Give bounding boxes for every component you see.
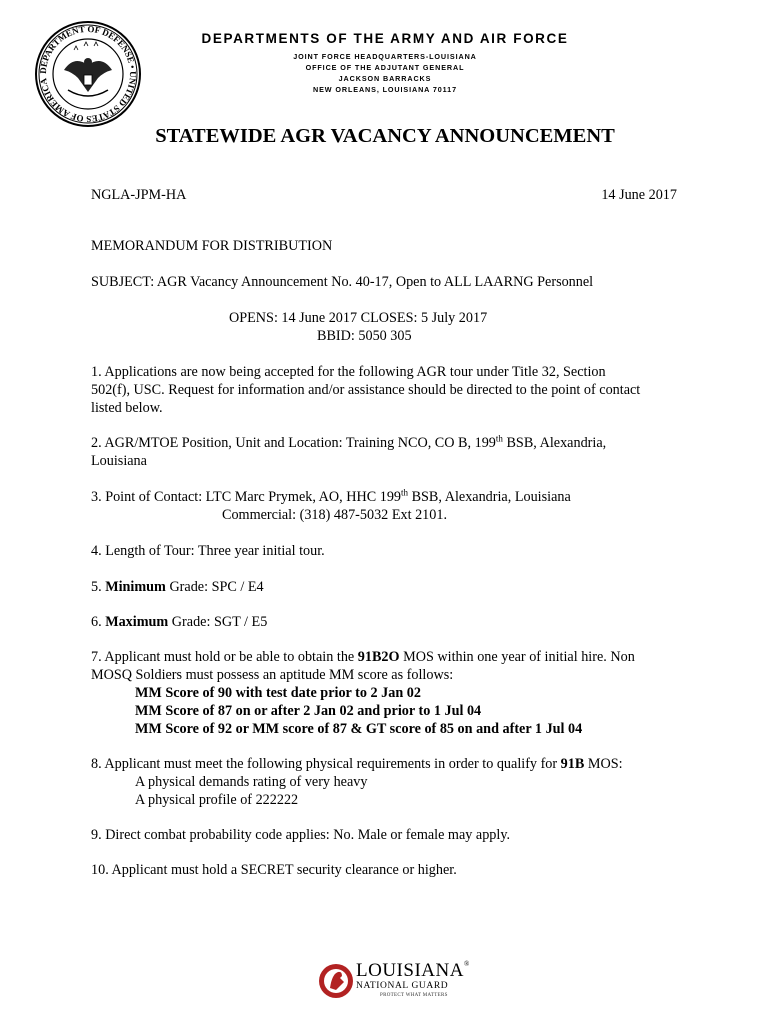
- memo-heading: MEMORANDUM FOR DISTRIBUTION: [91, 238, 333, 254]
- logo-tagline: PROTECT WHAT MATTERS: [380, 993, 448, 998]
- item-2-line-2: Louisiana: [91, 453, 147, 469]
- item-7-line-2: MOSQ Soldiers must possess an aptitude MM score as follows:: [91, 667, 454, 683]
- item-1-line-3: listed below.: [91, 400, 163, 416]
- header-line-1: JOINT FORCE HEADQUARTERS-LOUISIANA: [293, 52, 477, 61]
- item-9: 9. Direct combat probability code applies: No. Male or female may apply.: [91, 827, 511, 843]
- item-8-req-2: A physical profile of 222222: [135, 792, 299, 808]
- page-title: STATEWIDE AGR VACANCY ANNOUNCEMENT: [155, 125, 615, 147]
- bbid: BBID: 5050 305: [317, 328, 412, 344]
- item-8-req-1: A physical demands rating of very heavy: [135, 774, 368, 790]
- office-symbol: NGLA-JPM-HA: [91, 187, 187, 203]
- opens-closes: OPENS: 14 June 2017 CLOSES: 5 July 2017: [229, 310, 488, 326]
- item-7-score-1: MM Score of 90 with test date prior to 2 Jan 02: [135, 685, 421, 701]
- header-line-4: NEW ORLEANS, LOUISIANA 70117: [313, 85, 457, 94]
- header-line-3: JACKSON BARRACKS: [338, 74, 432, 83]
- item-6: 6. Maximum Grade: SGT / E5: [91, 614, 268, 630]
- la-guard-logo: [318, 960, 470, 1006]
- item-10: 10. Applicant must hold a SECRET security clearance or higher.: [91, 862, 457, 878]
- item-7-score-3: MM Score of 92 or MM score of 87 & GT score of 85 on and after 1 Jul 04: [135, 721, 583, 737]
- item-5: 5. Minimum Grade: SPC / E4: [91, 579, 264, 595]
- subject-line: SUBJECT: AGR Vacancy Announcement No. 40-17, Open to ALL LAARNG Personnel: [91, 274, 594, 290]
- registered-mark: ®: [463, 960, 470, 968]
- item-2-line-1: 2. AGR/MTOE Position, Unit and Location: Training NCO, CO B, 199th BSB, Alexandria,: [91, 433, 607, 451]
- item-8-line-1: 8. Applicant must meet the following physical requirements in order to qualify for 91B MOS:: [91, 756, 623, 772]
- item-7-line-1: 7. Applicant must hold or be able to obtain the 91B2O MOS within one year of initial hire. Non: [91, 649, 635, 665]
- item-3-line-1: 3. Point of Contact: LTC Marc Prymek, AO, HHC 199th BSB, Alexandria, Louisiana: [91, 487, 571, 505]
- seal-text: DEPARTMENT OF DEFENSE • UNITED STATES OF AMERICA: [37, 23, 139, 125]
- logo-sub: NATIONAL GUARD: [356, 981, 449, 991]
- department-title: DEPARTMENTS OF THE ARMY AND AIR FORCE: [201, 31, 569, 46]
- pelican-emblem-icon: [318, 960, 354, 1002]
- item-1-line-2: 502(f), USC. Request for information and/or assistance should be directed to the point of contact: [91, 382, 641, 398]
- memo-date: 14 June 2017: [601, 187, 677, 203]
- item-1-line-1: 1. Applications are now being accepted for the following AGR tour under Title 32, Section: [91, 364, 606, 380]
- item-7-score-2: MM Score of 87 on or after 2 Jan 02 and prior to 1 Jul 04: [135, 703, 482, 719]
- logo-name: LOUISIANA®: [356, 960, 470, 981]
- item-4: 4. Length of Tour: Three year initial tour.: [91, 543, 325, 559]
- item-3-line-2: Commercial: (318) 487-5032 Ext 2101.: [222, 507, 447, 523]
- header-line-2: OFFICE OF THE ADJUTANT GENERAL: [305, 63, 465, 72]
